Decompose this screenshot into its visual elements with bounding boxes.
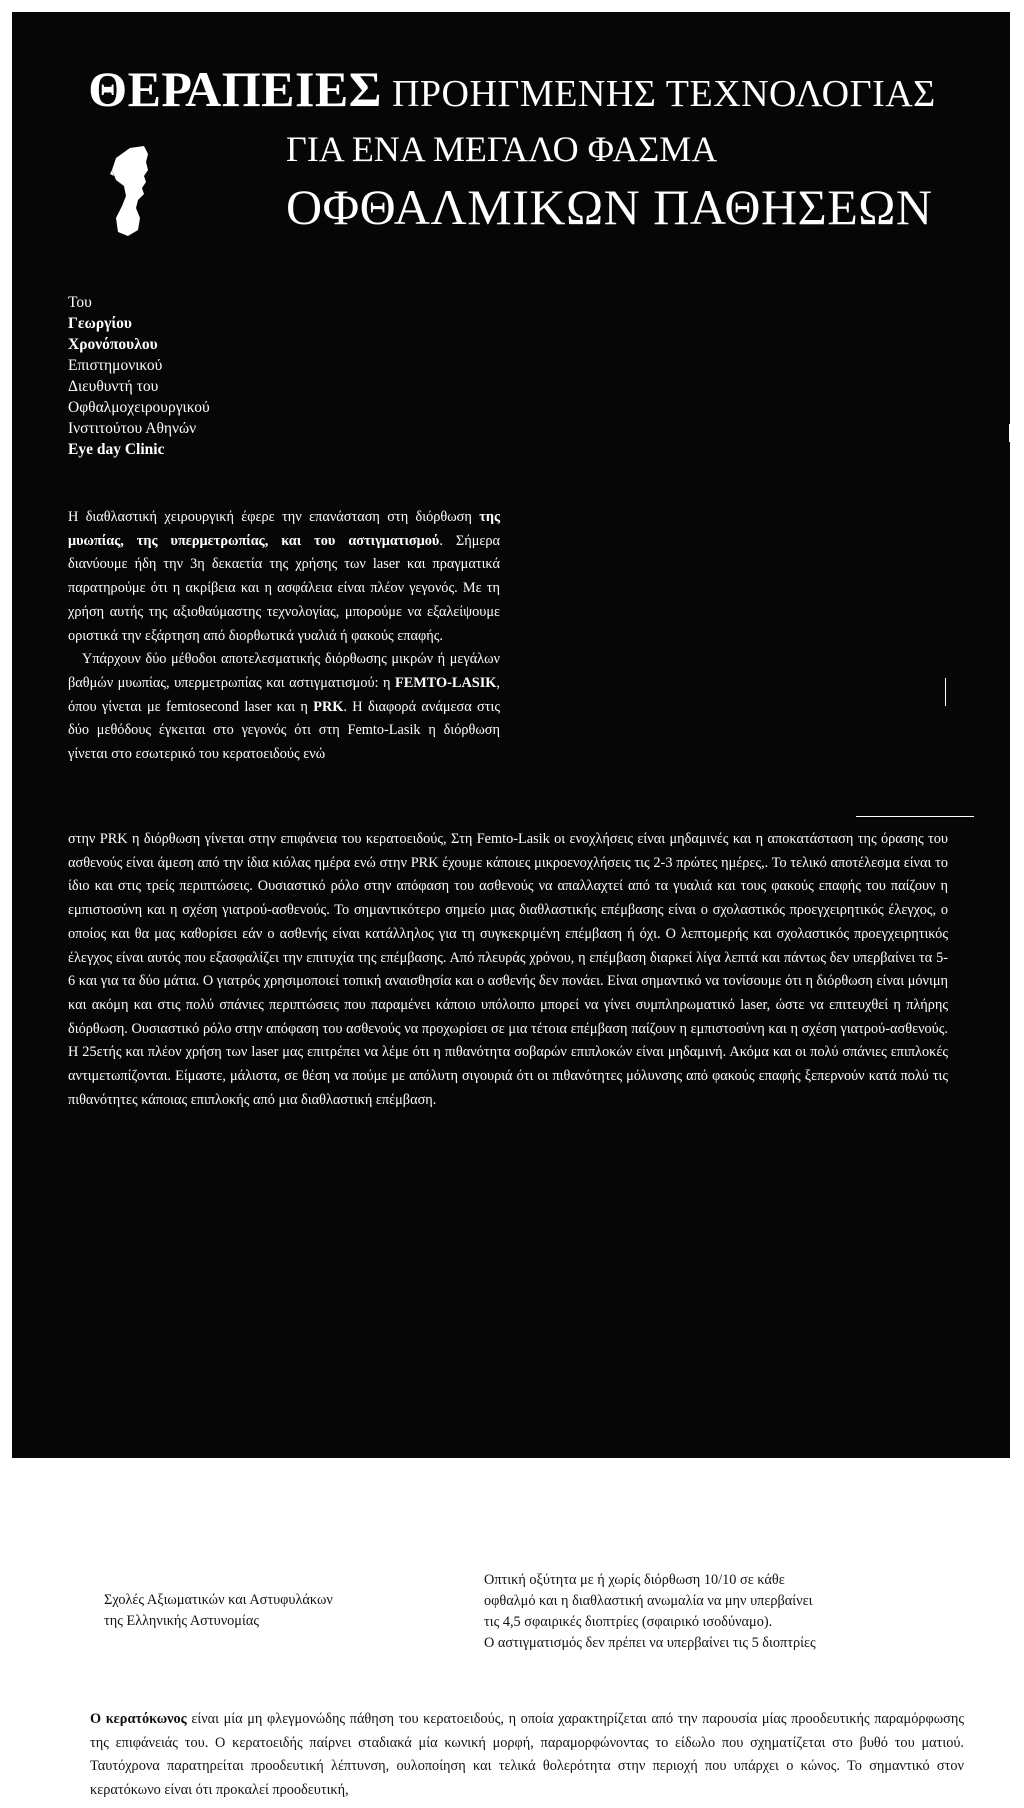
author-line-of: Του [68,294,92,311]
title-line-3: ΟΦΘΑΛΜΙΚΩΝ ΠΑΘΗΣΕΩΝ [286,179,933,235]
intro-column [68,506,500,767]
keratoconus-text: είναι μία μη φλεγμονώδης πάθηση του κερατοειδούς, η οποία χαρακτηρίζεται από την παρουσία μίας προοδευτικής παραμόρφωσης της επιφάνειάς του. Ο κερατοειδής παίρνει σταδιακά μία κωνική μορφή, παραμορφώνοντας το είδωλο που σχηματίζεται στο βυθό του ματιού. Ταυτόχρονα παρατηρείται προοδευτική λέπτυνση, ουλοποίηση και τελικά θολερότητα στην περιοχή που υπάρχει ο κώνος. Το σημαντικό στον κερατόκωνο είναι ότι προκαλεί προοδευτική, [90,1711,965,1799]
author-last-name: Χρονόπουλου [68,336,158,353]
title-line-2: ΓΙΑ ΕΝΑ ΜΕΓΑΛΟ ΦΑΣΜΑ [286,129,718,169]
police-schools-line-2: της Ελληνικής Αστυνομίας [104,1613,259,1629]
title-advanced-technology: ΠΡΟΗΓΜΕΝΗΣ ΤΕΧΝΟΛΟΓΙΑΣ [391,73,936,115]
keratoconus-box [78,1698,978,1808]
column-divider-mark [945,678,946,706]
intro-paragraph-2: Υπάρχουν δύο μέθοδοι αποτελεσματικής διόρθωσης μικρών ή μεγάλων βαθμών μυωπίας, υπερμετρωπίας και αστιγματισμού: η FEMTO-LASIK, όπου γίνεται με femtosecond laser και η PRK. Η διαφορά ανάμεσα στις δύο μεθόδους έγκειται στο γεγονός ότι στη Femto-Lasik η διόρθωση γίνεται στο εσωτερικό του κερατοειδούς ενώ [68,651,500,763]
horizontal-rule [856,816,974,817]
edge-mark [1009,424,1011,442]
title-word-therapies: ΘΕΡΑΠΕΙΕΣ [88,61,382,117]
police-schools-box [78,1562,448,1660]
requirement-line-1: Οπτική οξύτητα με ή χωρίς διόρθωση 10/10 σε κάθε [484,1572,785,1588]
author-clinic: Eye day Clinic [68,441,165,458]
author-role-3: Οφθαλμοχειρουργικού [68,399,210,416]
head-profile-icon [108,146,172,243]
body-paragraph: στην PRK η διόρθωση γίνεται στην επιφάνεια του κερατοειδούς, Στη Femto-Lasik οι ενοχλήσεις είναι μηδαμινές και η αποκατάσταση της όρασης του ασθενούς είναι άμεση από την ίδια κιόλας ημέρα ενώ στην PRK έχουμε κάποιες μικροενοχλήσεις τις 2-3 πρώτες ημέρες,. Το τελικό αποτέλεσμα είναι το ίδιο και στις τρείς περιπτώσεις. Ουσιαστικό ρόλο στην απόφαση του ασθενούς να απαλλαχτεί από τα γυαλιά και τους φακούς επαφής του παίζουν η εμπιστοσύνη και η σχέση γιατρού-ασθενούς. Το σημαντικότερο σημείο μιας διαθλαστικής επέμβασης είναι ο σχολαστικός προεγχειρητικός έλεγχος, ο οποίος και θα μας καθορίσει εάν ο ασθενής είναι κατάλληλος για τη συγκεκριμένη επέμβαση ή όχι. Ο λεπτομερής και σχολαστικός προεγχειρητικός έλεγχος είναι αυτός που εξασφαλίζει την επιτυχία της επέμβασης. Από πλευράς χρόνου, η επέμβαση διαρκεί λίγα λεπτά και πάντως δεν υπερβαίνει τα 5-6 και για τα δύο μάτια. Ο γιατρός χρησιμοποιεί τοπική αναισθησία και ο ασθενής δεν πονάει. Είναι σημαντικό να τονίσουμε ότι η διόρθωση είναι μόνιμη και ακόμη και στις πολύ σπάνιες περιπτώσεις που παραμένει κάποιο υπόλοιπο μπορεί να γίνει συμπληρωματικό laser, ώστε να επιτευχθεί η πλήρης διόρθωση. Ουσιαστικό ρόλο στην απόφαση του ασθενούς να προχωρίσει σε μια τέτοια επέμβαση παίζουν η εμπιστοσύνη και η σχέση γιατρού-ασθενούς. Η 25ετής και πλέον χρήση των laser μας επιτρέπει να λέμε ότι η πιθανότητα σοβαρών επιπλοκών είναι μηδαμινή. Ακόμα και οι πολύ σπάνιες επιπλοκές αντιμετωπίζονται. Είμαστε, μάλιστα, σε θέση να πούμε με απόλυτη σιγουριά ότι οι πιθανότητες μόλυνσης από φακούς επαφής ξεπερνούν κατά πολύ τις πιθανότητες κάποιας επιπλοκής από μια διαθλαστική επέμβαση. [68,831,948,1108]
keratoconus-term: Ο κερατόκωνος [90,1711,187,1727]
intro-paragraph-1: Η διαθλαστική χειρουργική έφερε την επανάσταση στη διόρθωση της μυωπίας, της υπερμετρωπίας, και του αστιγματισμού. Σήμερα διανύουμε ήδη την 3η δεκαετία της χρήσης των laser και πραγματικά παρατηρούμε ότι η ακρίβεια και η ασφάλεια είναι πλέον γεγονός. Με τη χρήση αυτής της αξιοθαύμαστης τεχνολογίας, μπορούμε να εξαλείψουμε οριστικά την εξάρτηση από διορθωτικά γυαλιά ή φακούς επαφής. [68,509,500,644]
requirement-line-2: οφθαλμό και η διαθλαστική ανωμαλία να μην υπερβαίνει [484,1593,813,1609]
author-role-1: Επιστημονικού [68,357,163,374]
requirement-line-4: Ο αστιγματισμός δεν πρέπει να υπερβαίνει τις 5 διοπτρίες [484,1635,816,1651]
author-first-name: Γεωργίου [68,315,132,332]
author-block [68,292,210,460]
vision-requirements-box [460,1562,980,1660]
requirement-line-3: τις 4,5 σφαιρικές διοπτρίες (σφαιρικό ισοδύναμο). [484,1614,773,1630]
title-line-1 [0,60,1024,118]
author-institute: Ινστιτούτου Αθηνών [68,420,197,437]
author-role-2: Διευθυντή του [68,378,159,395]
police-schools-line-1: Σχολές Αξιωματικών και Αστυφυλάκων [104,1592,333,1608]
white-boxes-region [12,1094,1010,1799]
